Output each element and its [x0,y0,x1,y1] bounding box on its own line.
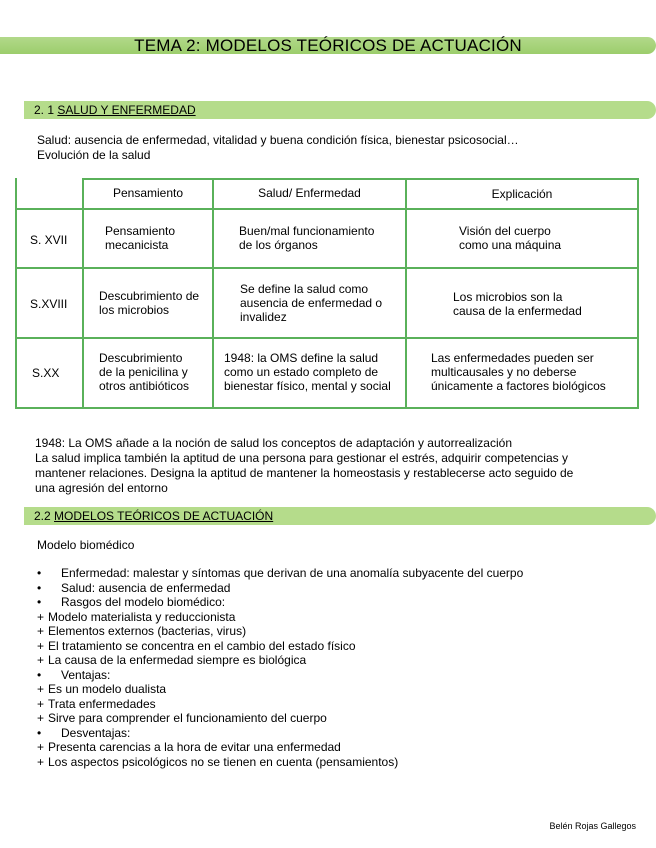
list-item [37,755,523,770]
cell-line: Las enfermedades pueden ser [431,351,594,365]
table-era: S. XVII [30,233,68,247]
list-item [37,566,523,581]
list-item-text: Salud: ausencia de enfermedad [61,580,231,595]
table-divider [212,178,214,409]
section-number: 2. 1 [34,103,55,117]
biomedical-list [37,566,523,769]
plus-marker: + [37,754,45,769]
plus-marker: + [37,696,45,711]
cell-line: de los órganos [239,238,318,252]
plus-marker: + [37,653,45,667]
plus-marker: + [37,682,45,696]
section-heading-modelos [34,507,273,525]
cell-line: como una máquina [459,238,562,252]
paragraph-line: La salud implica también la aptitud de una persona para gestionar el estrés, adquirir competencias y [35,451,568,465]
list-item-text: Los aspectos psicológicos no se tienen en cuenta (pensamientos) [48,754,399,769]
table-divider [15,208,639,210]
cell-line: invalidez [240,310,287,324]
list-item-text: Es un modelo dualista [48,682,167,696]
section-label: SALUD Y ENFERMEDAD [57,103,196,117]
list-item-text: El tratamiento se concentra en el cambio del estado físico [48,638,356,653]
table-cell-salud [239,224,374,252]
list-item [37,711,523,726]
table-divider [82,178,84,409]
paragraph-line: una agresión del entorno [35,481,168,495]
cell-line: Visión del cuerpo [459,224,551,238]
plus-marker: + [37,711,45,725]
list-item [37,697,523,712]
list-item [37,726,523,741]
cell-line: 1948: la OMS define la salud [224,351,379,365]
list-item-text: La causa de la enfermedad siempre es biológica [48,653,307,667]
table-cell-pensamiento [105,224,175,252]
list-item [37,668,523,683]
cell-line: únicamente a factores biológicos [431,379,606,393]
modelo-heading: Modelo biomédico [37,538,135,552]
table-header-salud: Salud/ Enfermedad [258,186,361,200]
cell-line: Descubrimiento de [99,289,200,303]
list-item-text: Desventajas: [61,725,131,740]
cell-line: como un estado completo de [224,365,379,379]
bullet-icon: • [37,725,42,740]
salud-definition [37,133,519,148]
cell-line: Descubrimiento [99,351,183,365]
table-header-pensamiento: Pensamiento [112,186,184,200]
list-item [37,581,523,596]
paragraph-line: mantener relaciones. Designa la aptitud de mantener la homeostasis y restablecerse acto seguido de [35,466,574,480]
list-item-text: Trata enfermedades [48,696,156,711]
table-divider [15,267,639,269]
bullet-icon: • [37,667,42,682]
table-era: S.XVIII [30,297,68,311]
evolucion-heading: Evolución de la salud [37,148,151,162]
cell-line: multicausales y no deberse [431,365,577,379]
table-cell-explicacion [431,351,606,393]
section-heading-salud [34,101,196,119]
year-label: 1948 [35,436,62,450]
list-item [37,610,523,625]
table-header-explicacion: Explicación [491,187,553,201]
cell-line: Buen/mal funcionamiento [239,224,375,238]
salud-label: Salud [37,133,68,147]
list-item [37,624,523,639]
list-item [37,595,523,610]
table-divider [405,178,407,409]
cell-line: causa de la enfermedad [453,304,582,318]
cell-line: ausencia de enfermedad o [240,296,383,310]
table-divider [637,178,639,409]
section-number: 2.2 [34,509,51,523]
plus-marker: + [37,624,45,638]
table-cell-explicacion [459,224,561,252]
cell-line: los microbios [99,303,170,317]
section-label: MODELOS TEÓRICOS DE ACTUACIÓN [54,509,274,523]
salud-text: : ausencia de enfermedad, vitalidad y buena condición física, bienestar psicosocial… [67,133,519,147]
list-item [37,740,523,755]
bullet-icon: • [37,580,42,595]
list-item-text: Sirve para comprender el funcionamiento del cuerpo [48,711,327,725]
table-era: S.XX [32,366,60,380]
list-item-text: Ventajas: [61,667,111,682]
bullet-icon: • [37,566,42,580]
plus-marker: + [37,609,45,624]
cell-line: Los microbios son la [453,290,563,304]
list-item-text: Presenta carencias a la hora de evitar una enfermedad [48,740,341,754]
cell-line: Pensamiento [105,224,176,238]
list-item-text: Enfermedad: malestar y síntomas que derivan de una anomalía subyacente del cuerpo [61,566,524,580]
table-cell-salud [224,351,391,393]
cell-line: mecanicista [105,238,169,252]
list-item-text: Elementos externos (bacterias, virus) [48,624,247,638]
table-cell-salud [240,282,382,324]
plus-marker: + [37,740,45,754]
list-item [37,639,523,654]
paragraph-text: : La OMS añade a la noción de salud los conceptos de adaptación y autorrealización [61,436,512,450]
list-item-text: Modelo materialista y reduccionista [48,609,236,624]
list-item [37,682,523,697]
plus-marker: + [37,638,45,653]
cell-line: otros antibióticos [99,379,190,393]
list-item-text: Rasgos del modelo biomédico: [61,595,226,609]
bullet-icon: • [37,595,42,609]
cell-line: Se define la salud como [240,282,369,296]
paragraph-line [35,436,573,451]
table-cell-pensamiento [99,351,189,393]
paragraph-1948 [35,436,573,496]
cell-line: bienestar físico, mental y social [224,379,391,393]
list-item [37,653,523,668]
table-divider [15,337,639,339]
page-title: TEMA 2: MODELOS TEÓRICOS DE ACTUACIÓN [134,36,522,55]
table-cell-pensamiento [99,289,199,317]
table-cell-explicacion [453,290,582,318]
author-footer: Belén Rojas Gallegos [549,821,636,831]
cell-line: de la penicilina y [99,365,188,379]
